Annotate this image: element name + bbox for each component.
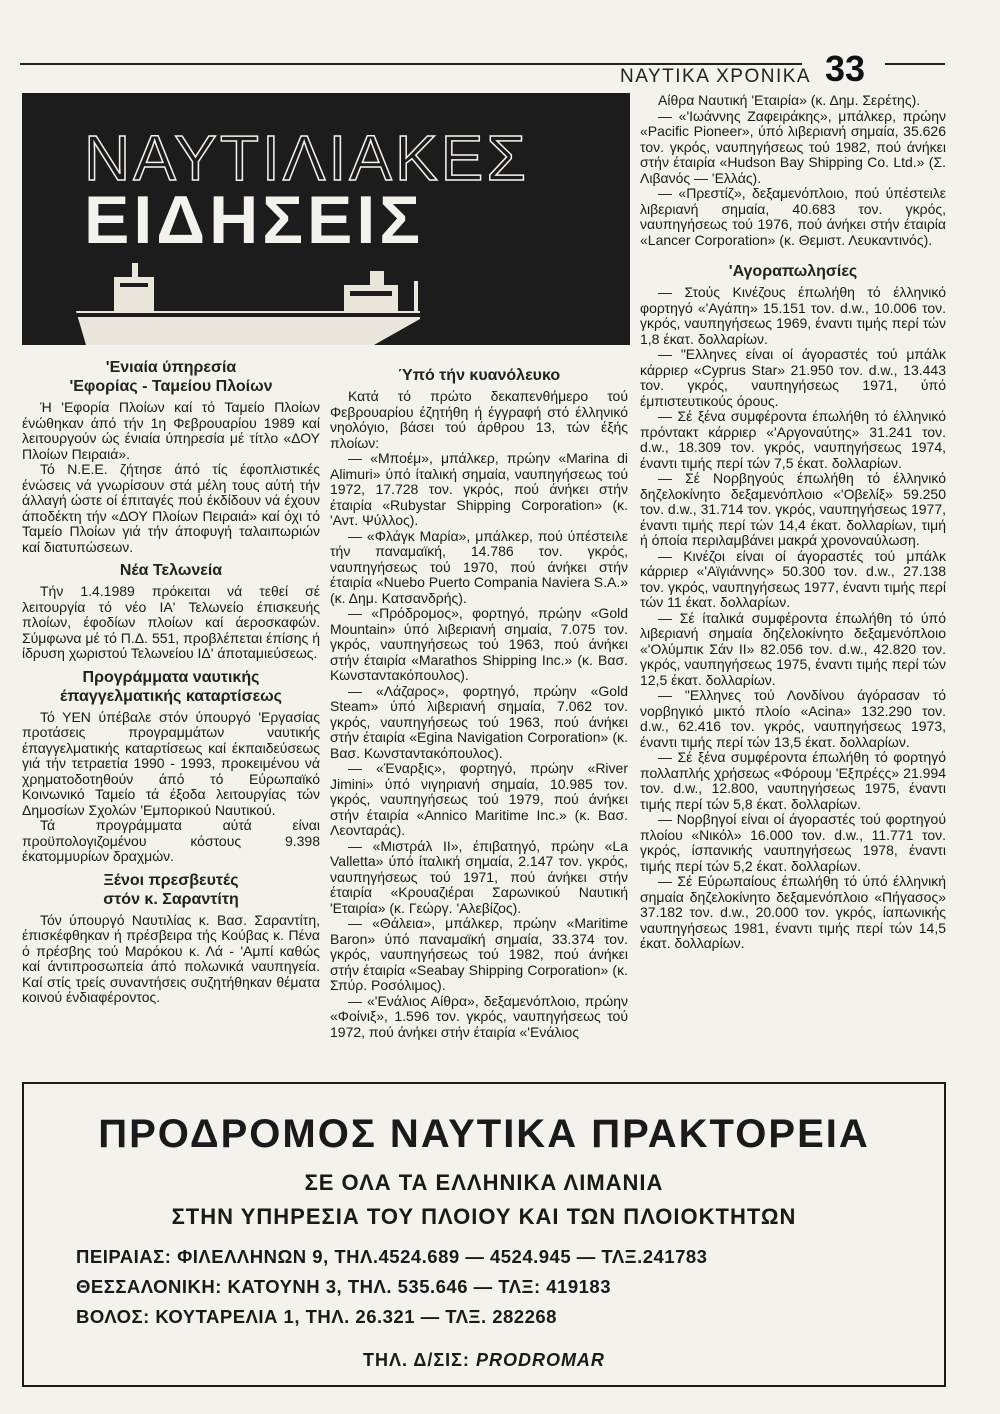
article-text: — Σέ Νορβηγούς έπωλήθη τό έλληνικό δηζελοκίνητο δεξαμενόπλοιο «'Οβελίξ» 59.250 τον. d.w., 31.714 τον. γκρός, ναυπηγήσεως 1977, έναντι τιμής περί τών 14,4 έκατ. δολλαρίων, τιμή ή όποία περιλαμβάνει μακρά χρονοναύλωση. xyxy=(640,470,946,548)
heading-nea-telonia: Νέα Τελωνεία xyxy=(119,562,223,579)
page-number: 33 xyxy=(825,48,866,89)
ad-tagline-1: ΣΕ ΟΛΑ ΤΑ ΕΛΛΗΝΙΚΑ ΛΙΜΑΝΙΑ xyxy=(304,1170,664,1195)
heading-kyanolefko: Ύπό τήν κυανόλευκο xyxy=(397,367,561,384)
article-text: Τό Ν.Ε.Ε. ζήτησε άπό τίς έφοπλιστικές ένώσεις νά γνωρίσουν στά μέλη τους αύτή τήν άλλαγή ώστε οί έπιταγές πού έκδίδουν νά έχουν άποδέκτη τήν «ΔΟΥ Πλοίων Πειραιά» καί όχι τό Ταμείο Πλοίων γιά τήν άποφυγή ταλαιπωριών καί διατυπώσεων. xyxy=(22,461,320,555)
ad-title: ΠΡΟΔΡΟΜΟΣ ΝΑΥΤΙΚΑ ΠΡΑΚΤΟΡΕΙΑ xyxy=(98,1112,870,1156)
article-text: — «Μιστράλ ΙΙ», έπιβατηγό, πρώην «La Valletta» ύπό ίταλική σημαία, 2.147 τον. γκρός, ναυπηγήσεως τού 1971, πού άνήκει στήν έταιρία «Κρουαζιέραι Σαρωνικού Ναυτική 'Εταιρία» (κ. Γεώργ. 'Αλεβίζος). xyxy=(330,837,628,916)
ad-telex-label: ΤΗΛ. Δ/ΣΙΣ: xyxy=(363,1350,470,1370)
article-text: — «Φλάγκ Μαρία», μπάλκερ, πού ύπέστειλε τήν παναμαϊκή, 14.786 τον. γκρός, ναυπηγήσεως τού 1970, πού άνήκει στήν έταιρία «Nuebo Puerto Compania Naviera S.A.» (κ. Δημ. Κατσανδρής). xyxy=(330,527,628,606)
ad-telegram-address xyxy=(24,1350,944,1371)
ad-address-thessaloniki: ΘΕΣΣΑΛΟΝΙΚΗ: ΚΑΤΟΥΝΗ 3, ΤΗΛ. 535.646 — ΤΛΞ: 419183 xyxy=(76,1276,611,1297)
column-3 xyxy=(640,93,946,952)
advertisement-box xyxy=(22,1082,946,1387)
article-text: Τόν ύπουργό Ναυτιλίας κ. Βασ. Σαραντίτη, έπισκέφθηκαν ή πρέσβειρα τής Κούβας κ. Πένα ό πρέσβης τού Μαρόκου κ. Λά - 'Αμπί καθώς καί άντιπροσωπεία άπό πολωνικά ναυπηγεία. Καί στίς τρείς συναντήσεις συζητήθηκαν θέματα κοινού ένδιαφέροντος. xyxy=(22,911,320,1005)
banner-title-line1: ΝΑΥΤΙΛΙΑΚΕΣ xyxy=(84,122,529,194)
ad-telex-value: PRODROMAR xyxy=(475,1350,605,1370)
ad-address-volos: ΒΟΛΟΣ: ΚΟΥΤΑΡΕΛΙΑ 1, ΤΗΛ. 26.321 — ΤΛΞ. 282268 xyxy=(76,1306,557,1327)
article-text: — «Έναρξις», φορτηγό, πρώην «River Jimini» ύπό νιγηριανή σημαία, 10.985 τον. γκρός, ναυπηγήσεως τού 1979, πού άνήκει στήν έταιρία «Annico Maritime Inc.» (κ. Βασ. Λεονταράς). xyxy=(330,760,628,838)
article-text: — Σέ ξένα συμφέροντα έπωλήθη τό φορτηγό πολλαπλής χρήσεως «Φόρουμ 'Εξπρέςς» 21.994 τον. d.w., 12.800, ναυπηγήσεως 1975, έναντι τιμής περί τών 5,8 έκατ. δολλαρίων. xyxy=(640,749,946,812)
ad-address-piraeus: ΠΕΙΡΑΙΑΣ: ΦΙΛΕΛΛΗΝΩΝ 9, ΤΗΛ.4524.689 — 4524.945 — ΤΛΞ.241783 xyxy=(76,1246,708,1267)
article-text: — Στούς Κινέζους έπωλήθη τό έλληνικό φορτηγό «'Αγάπη» 15.151 τον. d.w., 10.006 τον. γκρός, ναυπηγήσεως 1969, έναντι τιμής περί τών 1,8 έκατ. δολλαρίων. xyxy=(640,284,946,347)
ship-illustration xyxy=(74,261,420,345)
article-text: Τό ΥΕΝ ύπέβαλε στόν ύπουργό 'Εργασίας προτάσεις προγραμμάτων ναυτικής έπαγγελματικής καταρτίσεως καί έκπαιδεύσεως γιά τήν τετραετία 1990 - 1993, προκειμένου νά χρηματοδοτηθούν άπό τό Εύρωπαϊκό Κοινωνικό Ταμείο τά έξοδα λειτουργίας τών Δημοσίων Σχολών 'Εμπορικού Ναυτικού. xyxy=(22,708,320,818)
heading-xenoi-presveftes: Ξένοι πρεσβευτές στόν κ. Σαραντίτη xyxy=(103,871,239,908)
article-text: — Σέ Εύρωπαίους έπωλήθη τό ύπό έλληνική σημαία δηζελοκίνητο δεξαμενόπλοιο «Πήγασος» 37.182 τον. d.w., 20.000 τον. γκρός, ίαπωνικής ναυπηγήσεως 1981, έναντι τιμής περί τών 14,5 έκατ. δολλαρίων. xyxy=(640,873,946,951)
article-text: — «'Ιωάννης Ζαφειράκης», μπάλκερ, πρώην «Pacific Pioneer», ύπό λιβεριανή σημαία, 35.626 τον. γκρός, ναυπηγήσεως τού 1982, πού άνήκει στήν έταιρία «Hudson Bay Shipping Co. Ltd.» (Σ. Λιβανός — 'Ελλάς). xyxy=(640,107,946,186)
article-text: — Σέ ίταλικά συμφέροντα έπωλήθη τό ύπό λιβεριανή σημαία δηζελοκίνητο δεξαμενόπλοιο «'Ολύμπικ Σάν ΙΙ» 82.056 τον. d.w., 42.820 τον. γκρός, ναυπηγήσεως 1975, έναντι τιμής περί τών 12,5 έκατ. δολλαρίων. xyxy=(640,609,946,688)
article-text: Τήν 1.4.1989 πρόκειται νά τεθεί σέ λειτουργία τό νέο ΙΑ' Τελωνείο έπισκευής πλοίων, έφοδίων πλοίων καί άεροσκαφών. Σύμφωνα μέ τό Π.Δ. 551, προβλέπεται έπίσης ή ίδρυση χωριστού Τελωνείου ΙΔ' άποταμιεύσεως. xyxy=(22,583,320,661)
article-text: — «Πρεστίζ», δεξαμενόπλοιο, πού ύπέστειλε λιβεριανή σημαία, 40.683 τον. γκρός, ναυπηγήσεως τού 1976, πού άνήκει στήν έταιρία «Lancer Corporation» (κ. Θεμιστ. Λευκαντινός). xyxy=(640,185,946,248)
article-text: — «Λάζαρος», φορτηγό, πρώην «Gold Steam» ύπό λιβεριανή σημαία, 7.062 τον. γκρός, ναυπηγήσεως τού 1963, πού άνήκει στήν έταιρία «Egina Navigation Corporation» (κ. Βασ. Κωνσταντακόπουλος). xyxy=(330,682,628,761)
article-text: Τά προγράμματα αύτά είναι προϋπολογιζομένου κόστους 9.398 έκατομμυρίων δραχμών. xyxy=(22,817,320,864)
section-banner xyxy=(22,93,630,345)
heading-agorapoliseis: 'Αγοραπωλησίες xyxy=(728,263,858,280)
article-text: — Κινέζοι είναι οί άγοραστές τού μπάλκ κάρριερ «'Αϊγιάννης» 50.300 τον. d.w., 27.138 τον. γκρός, ναυπηγήσεως 1977, έναντι τιμής περί τών 11 έκατ. δολλαρίων. xyxy=(640,547,946,610)
article-text: Αίθρα Ναυτική 'Εταιρία» (κ. Δημ. Σερέτης). xyxy=(658,92,921,108)
heading-enaia-ypiresia: 'Ενιαία ύπηρεσία 'Εφορίας - Ταμείου Πλοίων xyxy=(69,359,273,395)
heading-programmata: Προγράμματα ναυτικής έπαγγελματικής καταρτίσεως xyxy=(60,668,282,705)
column-2 xyxy=(330,360,628,1040)
article-text: — «'Ενάλιος Αίθρα», δεξαμενόπλοιο, πρώην «Φοίνιξ», 1.596 τον. γκρός, ναυπηγήσεως τού 1972, πού άνήκει στήν έταιρία «'Ενάλιος xyxy=(330,992,628,1040)
header-rule-right xyxy=(885,63,945,65)
article-text: — Νορβηγοί είναι οί άγοραστές τού φορτηγού πλοίου «Νικόλ» 16.000 τον. d.w., 11.771 τον. γκρός, ίσπανικής ναυπηγήσεως 1978, έναντι τιμής περί τών 5,2 έκατ. δολλαρίων. xyxy=(640,811,946,874)
article-text: Κατά τό πρώτο δεκαπενθήμερο τού Φεβρουαρίου έζητήθη ή έγγραφή στό έλληνικό νηολόγιο, βάσει τού άρθρου 13, τών έξής πλοίων: xyxy=(330,388,628,451)
column-1 xyxy=(22,352,320,1006)
journal-name: ΝΑΥΤΙΚΑ ΧΡΟΝΙΚΑ xyxy=(620,66,812,87)
header-rule-left xyxy=(20,63,802,65)
article-text: — "Ελληνες τού Λονδίνου άγόρασαν τό νορβηγικό μικτό πλοίο «Acina» 132.290 τον. d.w., 62.416 τον. γκρός, ναυπηγήσεως 1973, έναντι τιμής περί τών 13,5 έκατ. δολλαρίων. xyxy=(640,687,946,750)
article-text: Ή 'Εφορία Πλοίων καί τό Ταμείο Πλοίων ένώθηκαν άπό τήν 1η Φεβρουαρίου 1989 καί λειτουργούν ώς ένιαία ύπηρεσία μέ τίτλο «ΔΟΥ Πλοίων Πειραιά». xyxy=(22,399,320,462)
banner-title-line2: ΕΙΔΗΣΕΙΣ xyxy=(84,182,425,258)
article-text: — «Θάλεια», μπάλκερ, πρώην «Maritime Baron» ύπό παναμαϊκή σημαία, 33.374 τον. γκρός, ναυπηγήσεως τού 1982, πού άνήκει στήν έταιρία «Seabay Shipping Corporation» (κ. Σπύρ. Ροσόλιμος). xyxy=(330,915,628,993)
article-text: — Σέ ξένα συμφέροντα έπωλήθη τό έλληνικό πρόντακτ κάρριερ «'Αργοναύτης» 31.241 τον. d.w., 18.309 τον. γκρός, ναυπηγήσεως 1974, έναντι τιμής περί τών 7,5 έκατ. δολλαρίων. xyxy=(640,408,946,471)
ad-tagline-2: ΣΤΗΝ ΥΠΗΡΕΣΙΑ ΤΟΥ ΠΛΟΙΟΥ ΚΑΙ ΤΩΝ ΠΛΟΙΟΚΤΗΤΩΝ xyxy=(171,1204,797,1229)
article-text: — «Μποέμ», μπάλκερ, πρώην «Marina di Alimuri» ύπό ίταλική σημαία, ναυπηγήσεως τού 1972, 17.728 τον. γκρός, πού άνήκει στήν έταιρία «Rubystar Shipping Corporation» (κ. 'Αντ. Ψύλλος). xyxy=(330,450,628,528)
article-text: — "Ελληνες είναι οί άγοραστές τού μπάλκ κάρριερ «Cyprus Star» 21.950 τον. d.w., 13.443 τον. γκρός, ναυπηγήσεως 1971, ύπό έμπιστευτικούς όρους. xyxy=(640,346,946,409)
article-text: — «Πρόδρομος», φορτηγό, πρώην «Gold Mountain» ύπό λιβεριανή σημαία, 7.075 τον. γκρός, ναυπηγήσεως τού 1963, πού άνήκει στήν έταιρία «Marathos Shipping Inc.» (κ. Βασ. Κωνσταντακόπουλος). xyxy=(330,605,628,683)
